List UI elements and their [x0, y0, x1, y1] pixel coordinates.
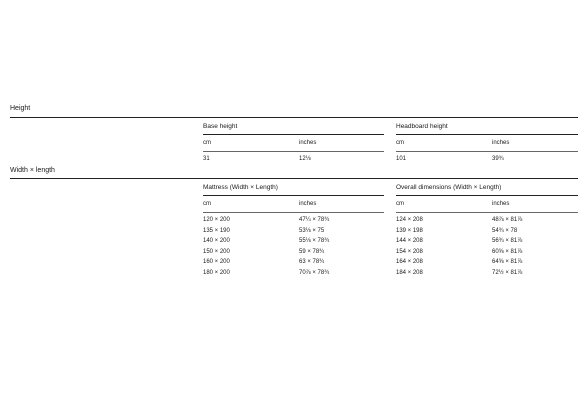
- table-row-value: 59 × 78¾: [299, 248, 325, 255]
- table-row-value: 48⅞ × 81⅞: [492, 217, 523, 223]
- table-row-value: 70⅞ × 78¾: [299, 269, 330, 276]
- mattress-header-divider: [203, 212, 384, 213]
- headboard-height-inches-value: 39¾: [492, 156, 504, 162]
- table-row-value: 53⅛ × 75: [299, 227, 325, 234]
- table-row-value: 139 × 198: [396, 227, 423, 234]
- table-row-value: 60⅝ × 81⅞: [492, 248, 523, 255]
- table-row-value: 150 × 200: [203, 248, 230, 255]
- height-section-divider: [10, 117, 578, 118]
- table-row-value: 180 × 200: [203, 269, 230, 276]
- base-height-cm-value: 31: [203, 156, 210, 162]
- base-height-header-divider: [203, 151, 384, 152]
- headboard-height-divider: [396, 134, 578, 135]
- table-row-value: 47¼ × 78¾: [299, 217, 330, 223]
- table-row-value: 64⅝ × 81⅞: [492, 259, 523, 265]
- mattress-cm-header: cm: [203, 201, 211, 207]
- table-row-value: 144 × 208: [396, 238, 423, 244]
- overall-dimensions-title: Overall dimensions (Width × Length): [396, 184, 502, 191]
- headboard-height-inches-header: inches: [492, 140, 510, 146]
- mattress-divider: [203, 195, 384, 196]
- headboard-height-cm-value: 101: [396, 156, 407, 162]
- mattress-inches-list: [299, 215, 329, 278]
- overall-inches-header: inches: [492, 201, 510, 207]
- mattress-inches-header: inches: [299, 201, 317, 207]
- overall-inches-list: [492, 215, 522, 278]
- base-height-inches-header: inches: [299, 140, 317, 146]
- headboard-height-title: Headboard height: [396, 123, 448, 130]
- overall-dimensions-divider: [396, 195, 578, 196]
- size-section-divider: [10, 178, 578, 179]
- table-row-value: 54¾ × 78: [492, 227, 518, 234]
- base-height-divider: [203, 134, 384, 135]
- table-row-value: 55⅛ × 78¾: [299, 238, 330, 244]
- headboard-height-cm-header: cm: [396, 140, 404, 146]
- table-row-value: 154 × 208: [396, 248, 423, 255]
- table-row-value: 164 × 208: [396, 259, 423, 265]
- table-row-value: 140 × 200: [203, 238, 230, 244]
- overall-cm-list: [396, 215, 423, 278]
- table-row-value: 160 × 200: [203, 259, 230, 265]
- size-section-title: Width × length: [10, 167, 55, 174]
- table-row-value: 120 × 200: [203, 217, 230, 223]
- headboard-height-header-divider: [396, 151, 578, 152]
- mattress-cm-list: [203, 215, 230, 278]
- table-row-value: 72½ × 81⅞: [492, 269, 523, 276]
- table-row-value: 124 × 208: [396, 217, 423, 223]
- base-height-cm-header: cm: [203, 140, 211, 146]
- table-row-value: 184 × 208: [396, 269, 423, 276]
- overall-header-divider: [396, 212, 578, 213]
- mattress-title: Mattress (Width × Length): [203, 184, 278, 191]
- table-row-value: 56¾ × 81⅞: [492, 238, 523, 244]
- base-height-inches-value: 12⅛: [299, 156, 311, 162]
- height-section-title: Height: [10, 105, 31, 112]
- base-height-title: Base height: [203, 123, 238, 130]
- table-row-value: 63 × 78¾: [299, 259, 325, 265]
- table-row-value: 135 × 190: [203, 227, 230, 234]
- overall-cm-header: cm: [396, 201, 404, 207]
